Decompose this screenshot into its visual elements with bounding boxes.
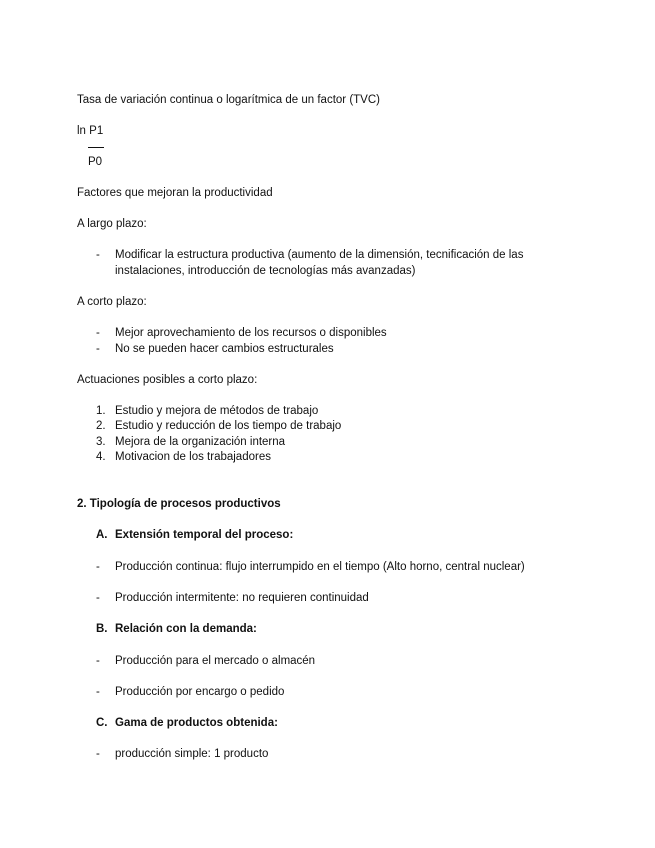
formula-fraction-bar	[88, 147, 104, 148]
list-item: Producción para el mercado o almacén	[115, 655, 316, 667]
section-2-title: 2. Tipología de procesos productivos	[77, 498, 281, 510]
list-bullet: -	[96, 655, 100, 667]
list-item: Producción por encargo o pedido	[115, 686, 285, 698]
subsection-b-title: Relación con la demanda:	[115, 623, 257, 635]
tvc-title: Tasa de variación continua o logarítmica de un factor (TVC)	[77, 94, 380, 106]
list-item: Mejor aprovechamiento de los recursos o disponibles	[115, 327, 387, 339]
list-bullet: -	[96, 686, 100, 698]
list-item: Motivacion de los trabajadores	[115, 451, 271, 463]
list-item: Producción continua: flujo interrumpido en el tiempo (Alto horno, central nuclear)	[115, 561, 525, 573]
list-number: 3.	[96, 436, 106, 448]
actuaciones-heading: Actuaciones posibles a corto plazo:	[77, 374, 258, 386]
largo-plazo-heading: A largo plazo:	[77, 218, 147, 230]
formula-denominator: P0	[88, 156, 103, 168]
list-number: 4.	[96, 451, 106, 463]
subsection-b-letter: B.	[96, 623, 108, 635]
subsection-c-letter: C.	[96, 717, 108, 729]
list-number: 2.	[96, 420, 106, 432]
list-bullet: -	[96, 561, 100, 573]
list-bullet: -	[96, 249, 100, 261]
list-item: Estudio y mejora de métodos de trabajo	[115, 405, 319, 417]
list-bullet: -	[96, 592, 100, 604]
factores-heading: Factores que mejoran la productividad	[77, 187, 273, 199]
list-bullet: -	[96, 343, 100, 355]
subsection-c-title: Gama de productos obtenida:	[115, 717, 278, 729]
list-item: Producción intermitente: no requieren continuidad	[115, 592, 369, 604]
list-bullet: -	[96, 748, 100, 760]
list-item: Modificar la estructura productiva (aumento de la dimensión, tecnificación de las	[115, 249, 524, 261]
list-item: Mejora de la organización interna	[115, 436, 286, 448]
list-item: Estudio y reducción de los tiempo de trabajo	[115, 420, 342, 432]
list-bullet: -	[96, 327, 100, 339]
list-number: 1.	[96, 405, 106, 417]
corto-plazo-heading: A corto plazo:	[77, 296, 147, 308]
list-item: producción simple: 1 producto	[115, 748, 269, 760]
list-item-continuation: instalaciones, introducción de tecnologías más avanzadas)	[115, 265, 416, 277]
subsection-a-letter: A.	[96, 529, 108, 541]
list-item: No se pueden hacer cambios estructurales	[115, 343, 334, 355]
subsection-a-title: Extensión temporal del proceso:	[115, 529, 294, 541]
formula-numerator: ln P1	[77, 125, 104, 137]
